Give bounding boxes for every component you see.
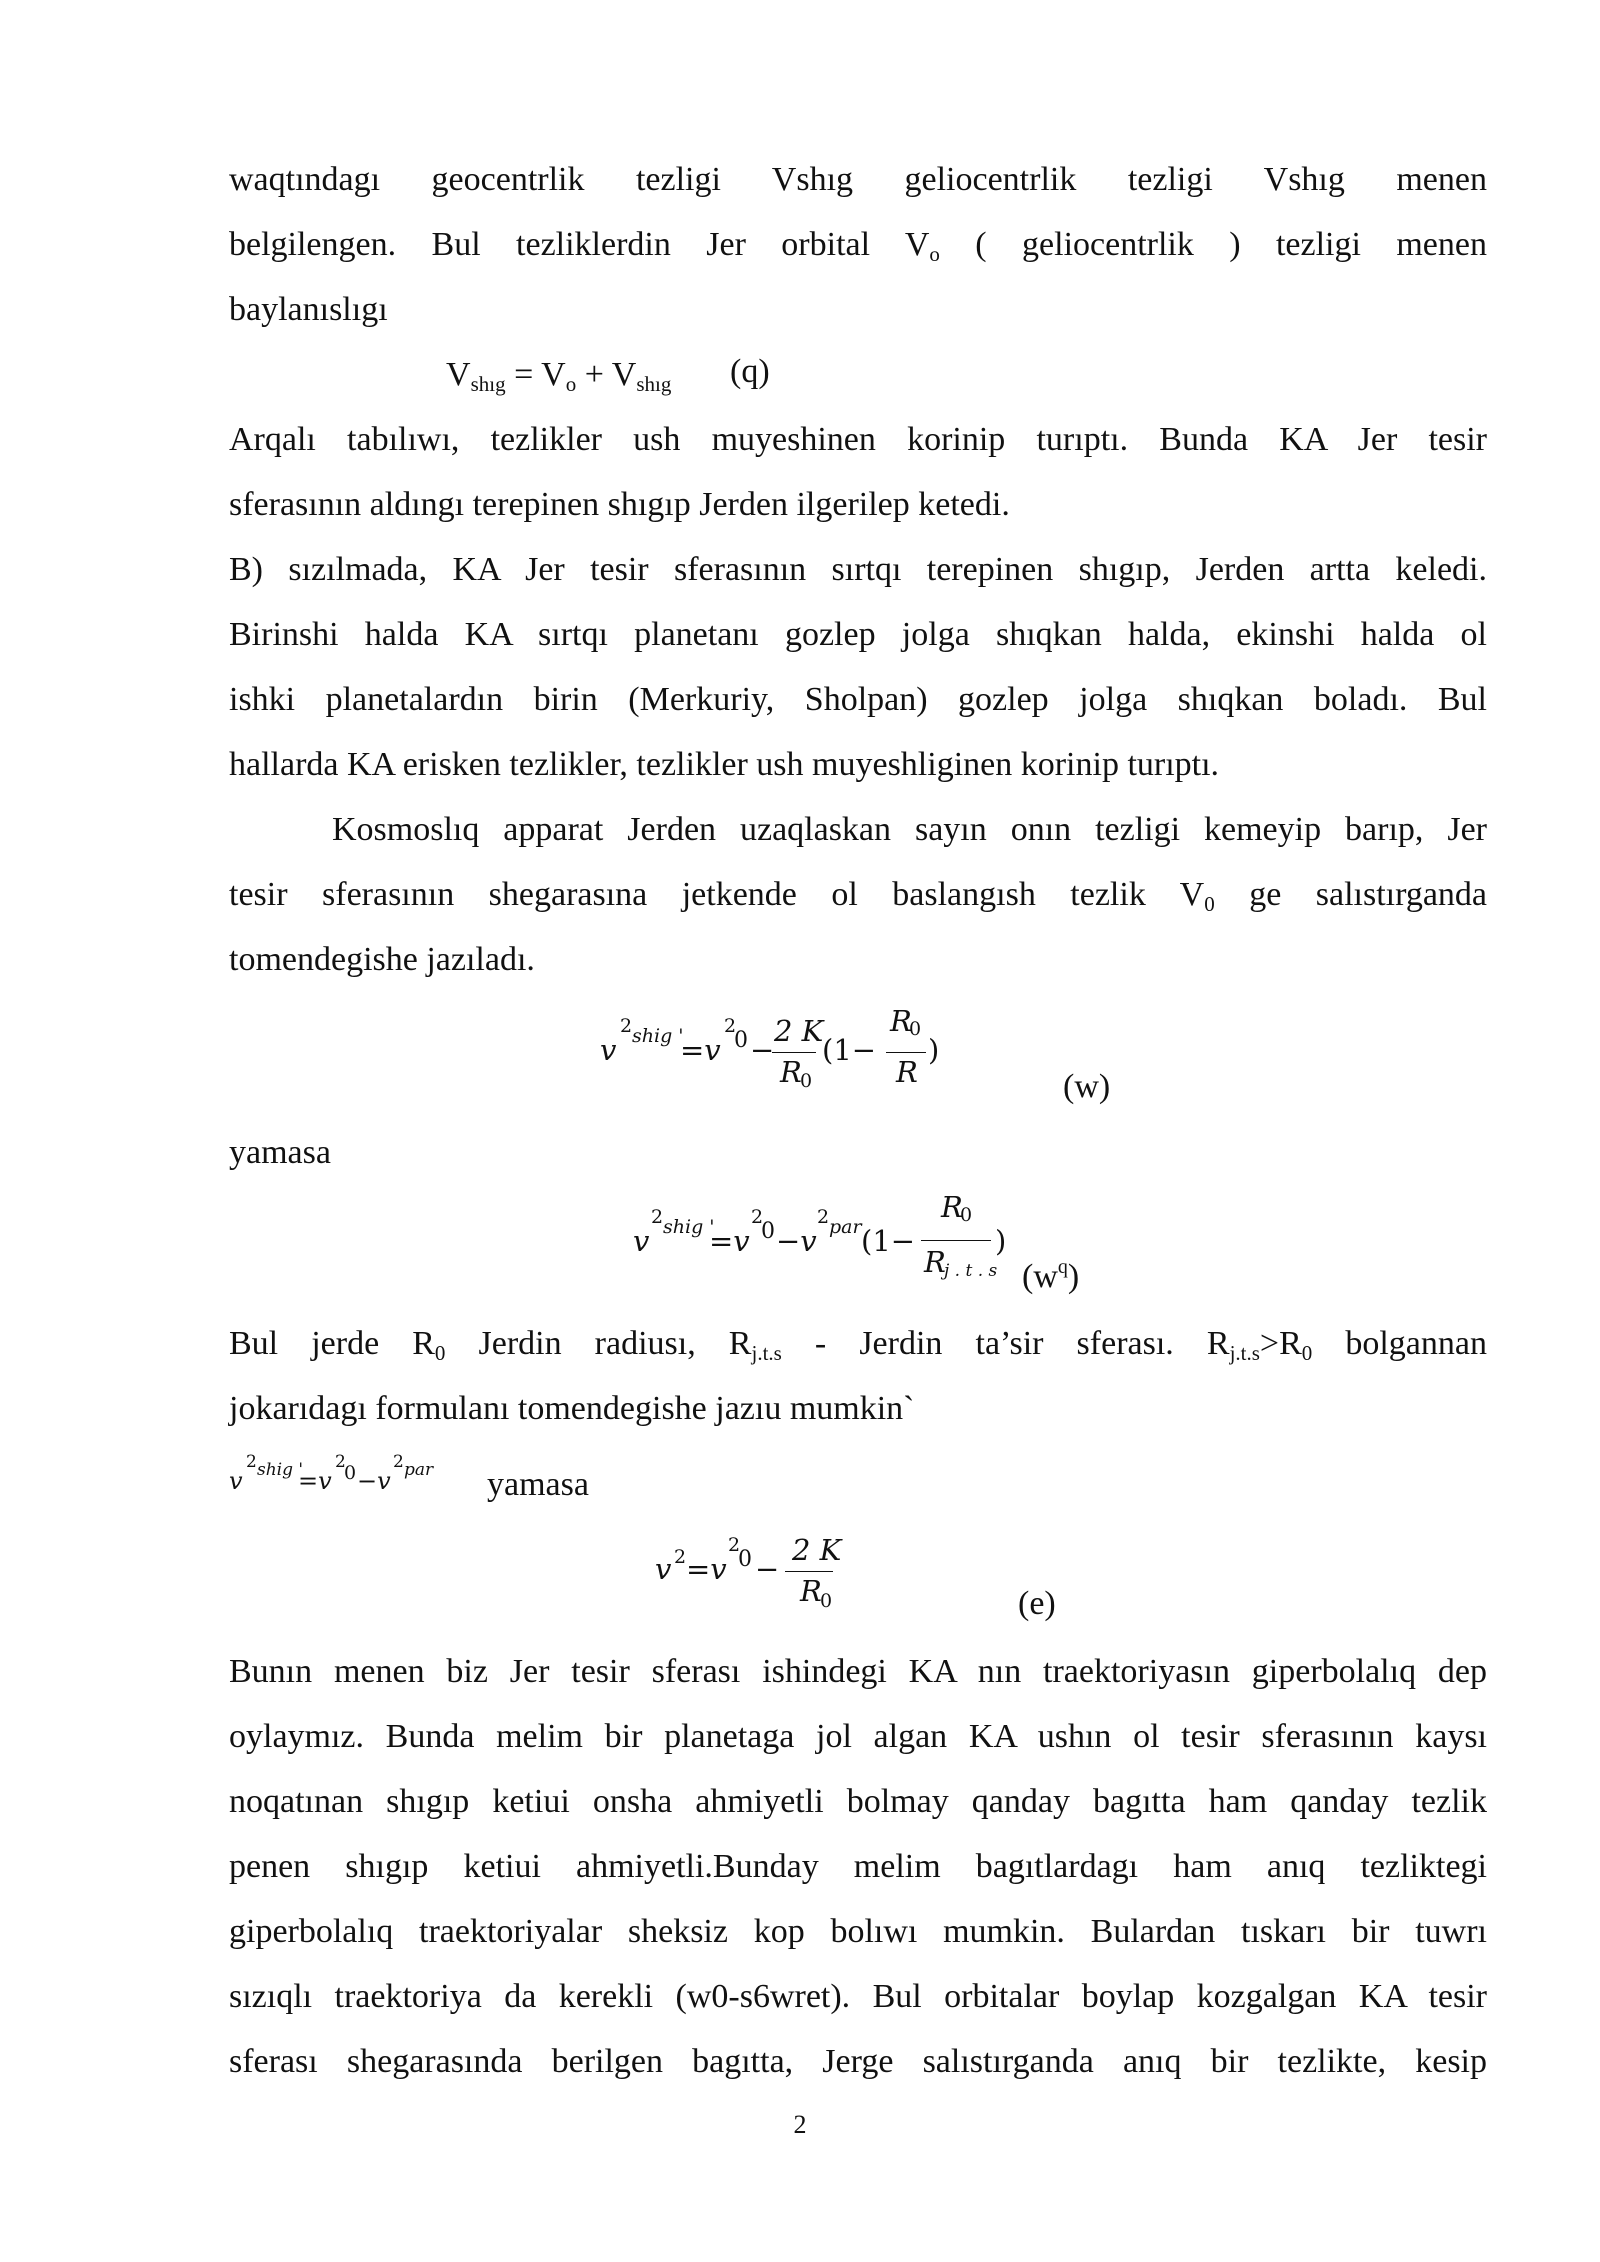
subscript: shıg [470, 372, 506, 396]
text-line: Birinshi halda KA sırtqı planetanı gozlep jolga shıqkan halda, ekinshi halda ol [229, 616, 1487, 653]
fraction-denominator: R [896, 1055, 918, 1089]
fraction-numerator: 2 K [792, 1533, 842, 1567]
eq-symbol: v [655, 1552, 672, 1586]
subscript: 0 [1204, 892, 1215, 916]
subscript: 0 [344, 1462, 357, 1484]
eq-symbol: =v [298, 1467, 332, 1495]
eq-symbol: (1− [822, 1033, 877, 1067]
eq-symbol: =v [709, 1224, 750, 1258]
superscript: 2 [728, 1534, 741, 1556]
subscript: 0 [738, 1547, 752, 1572]
subscript: o [929, 242, 940, 266]
fraction-denominator: R [780, 1055, 802, 1089]
subscript: shıg [636, 372, 672, 396]
subscript: j . t . s [944, 1261, 998, 1281]
text-line: waqtındagı geocentrlik tezligi Vshıg geliocentrlik tezligi Vshıg menen [229, 161, 1487, 198]
text-line: baylanıslıgı [229, 291, 388, 328]
eq-symbol: v [600, 1033, 617, 1067]
eq-symbol: ) [995, 1224, 1007, 1258]
equation-e [655, 1520, 895, 1620]
eq-symbol: =v [680, 1033, 721, 1067]
text-run: Bul jerde R [229, 1325, 435, 1362]
subscript: 0 [734, 1028, 748, 1053]
fraction-numerator: 2 K [774, 1014, 824, 1048]
eq-symbol: = V [505, 356, 566, 393]
subscript: 0 [1301, 1341, 1313, 1365]
equation-label-wq [1022, 1256, 1079, 1296]
subscript: shig ' [257, 1460, 304, 1480]
subscript: par [404, 1460, 434, 1480]
text-line: yamasa [229, 1134, 331, 1171]
superscript: 2 [335, 1452, 346, 1472]
subscript: shig ' [663, 1216, 715, 1238]
text-line: B) sızılmada, KA Jer tesir sferasının sırtqı terepinen shıgıp, Jerden artta keledi. [229, 551, 1487, 588]
subscript: par [829, 1216, 862, 1238]
text-line [229, 1322, 1487, 1375]
text-run: Jerdin radiusı, R [445, 1325, 752, 1362]
text-line: hallarda KA erisken tezlikler, tezlikler ush muyeshliginen korinip turıptı. [229, 746, 1220, 783]
equation-w [600, 1000, 960, 1110]
fraction-denominator: R [924, 1245, 946, 1279]
text-line: giperbolalıq traektoriyalar sheksiz kop bolıwı mumkin. Bulardan tıskarı bir tuwrı [229, 1913, 1487, 1950]
fraction-bar [772, 1052, 816, 1053]
superscript: 2 [674, 1546, 687, 1568]
fraction-numerator: R [890, 1004, 912, 1038]
eq-symbol: =v [686, 1552, 727, 1586]
equation-inline [229, 1440, 489, 1500]
label-text: (w [1022, 1258, 1058, 1295]
superscript: q [1057, 1256, 1068, 1278]
subscript: 0 [800, 1070, 813, 1092]
equation-label-e: (e) [1018, 1585, 1056, 1622]
fraction-denominator: R [800, 1574, 822, 1608]
eq-symbol: V [446, 356, 471, 393]
equation-label-q: (q) [730, 353, 770, 390]
text-line: sızıqlı traektoriya da kerekli (w0-s6wret). Bul orbitalar boylap kozgalgan KA tesir [229, 1978, 1487, 2015]
text-line: penen shıgıp ketiui ahmiyetli.Bunday melim bagıtlardagı ham anıq tezliktegi [229, 1848, 1487, 1885]
eq-symbol: − [755, 1552, 780, 1586]
equation-label-w: (w) [1063, 1068, 1111, 1105]
subscript: 0 [761, 1219, 775, 1244]
subscript: 0 [820, 1590, 833, 1612]
subscript: 0 [434, 1341, 446, 1365]
subscript: 0 [960, 1204, 973, 1226]
text-line: oylaymız. Bunda melim bir planetaga jol algan KA ushın ol tesir sferasının kaysı [229, 1718, 1487, 1755]
superscript: 2 [651, 1206, 664, 1228]
text-line: jokarıdagı formulanı tomendegishe jazıu mumkin` [229, 1390, 915, 1427]
text-line: Bunın menen biz Jer tesir sferası ishindegi KA nın traektoriyasın giperbolalıq dep [229, 1653, 1487, 1690]
eq-symbol: − [750, 1033, 775, 1067]
text-line: sferasının aldıngı terepinen shıgıp Jerden ilgerilep ketedi. [229, 486, 1010, 523]
text-line [229, 873, 1487, 926]
equation-q [446, 353, 846, 406]
eq-symbol: + V [576, 356, 637, 393]
text-run: belgilengen. Bul tezliklerdin Jer orbital V [229, 226, 930, 263]
superscript: 2 [246, 1452, 257, 1472]
text-run: ge salıstırganda [1214, 876, 1487, 913]
superscript: 2 [393, 1452, 404, 1472]
subscript: o [565, 372, 577, 396]
text-run: >R [1259, 1325, 1302, 1362]
text-line: tomendegishe jazıladı. [229, 941, 535, 978]
text-line: Arqalı tabılıwı, tezlikler ush muyeshinen korinip turıptı. Bunda KA Jer tesir [229, 421, 1487, 458]
page-number: 2 [793, 2110, 807, 2139]
eq-symbol: −v [776, 1224, 817, 1258]
eq-symbol: v [229, 1467, 243, 1495]
subscript: 0 [909, 1018, 922, 1040]
eq-symbol: ) [928, 1033, 940, 1067]
text-run: ( geliocentrlik ) tezligi menen [939, 226, 1487, 263]
fraction-numerator: R [941, 1190, 963, 1224]
fraction-bar [886, 1052, 926, 1053]
superscript: 2 [620, 1015, 633, 1037]
fraction-bar [785, 1571, 833, 1572]
eq-symbol: v [633, 1224, 650, 1258]
superscript: 2 [751, 1206, 764, 1228]
superscript: 2 [724, 1015, 737, 1037]
text-run: tesir sferasının shegarasına jetkende ol baslangısh tezlik V [229, 876, 1205, 913]
text-line [229, 223, 1487, 276]
fraction-bar [921, 1240, 991, 1241]
text-line: sferası shegarasında berilgen bagıtta, Jerge salıstırganda anıq bir tezlikte, kesip [229, 2043, 1487, 2080]
subscript: j.t.s [751, 1341, 782, 1365]
text-line: noqatınan shıgıp ketiui onsha ahmiyetli bolmay qanday bagıtta ham qanday tezlik [229, 1783, 1487, 1820]
text-line: yamasa [487, 1466, 589, 1503]
eq-symbol: −v [357, 1467, 391, 1495]
subscript: shig ' [632, 1025, 684, 1047]
eq-symbol: (1− [861, 1224, 916, 1258]
superscript: 2 [817, 1206, 830, 1228]
text-line: Kosmoslıq apparat Jerden uzaqlaskan sayın onın tezligi kemeyip barıp, Jer [332, 811, 1487, 848]
text-run: - Jerdin ta’sir sferası. R [781, 1325, 1230, 1362]
text-line: ishki planetalardın birin (Merkuriy, Sholpan) gozlep jolga shıqkan boladı. Bul [229, 681, 1487, 718]
subscript: j.t.s [1229, 1341, 1260, 1365]
text-run: bolgannan [1312, 1325, 1487, 1362]
equation-wq [633, 1188, 1033, 1298]
label-text: ) [1067, 1258, 1080, 1295]
